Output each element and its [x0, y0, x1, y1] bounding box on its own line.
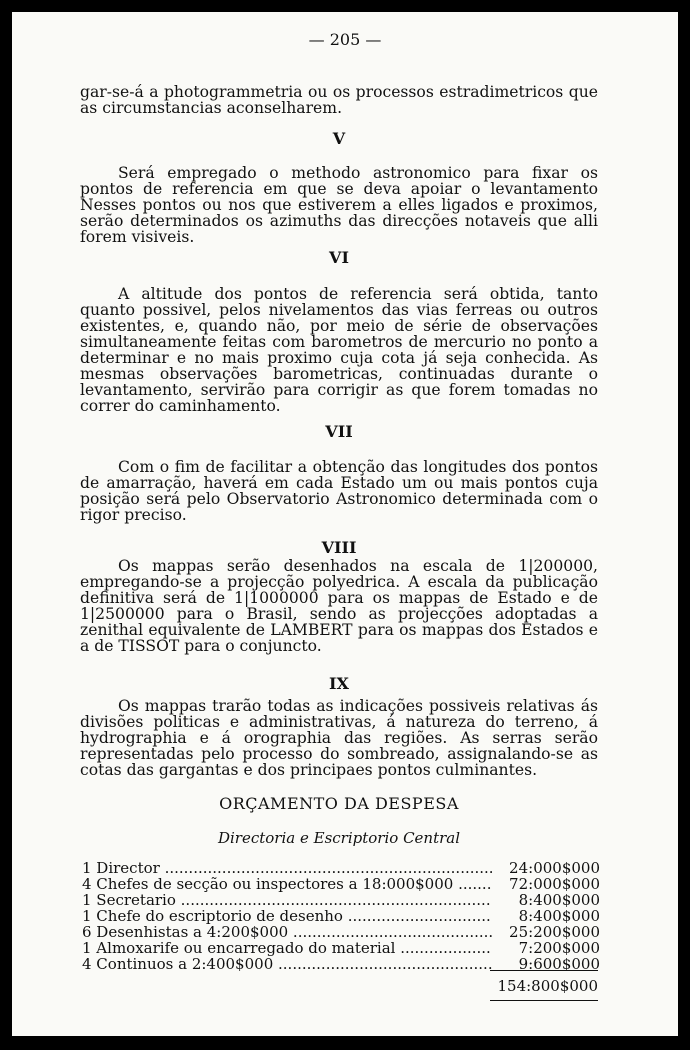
document-page: [12, 12, 678, 1036]
budget-row: [82, 908, 600, 924]
budget-table: [82, 860, 600, 972]
section-viii-body: [80, 558, 598, 654]
budget-title: ORÇAMENTO DA DESPESA: [219, 794, 459, 813]
budget-row: [82, 892, 600, 908]
budget-row: [82, 876, 600, 892]
budget-item-label: 1 Secretario .....: [82, 892, 492, 908]
section-heading-vii: VII: [325, 422, 353, 441]
total-rule-top: [490, 970, 598, 971]
budget-item-amount: 24:000$000: [509, 859, 600, 877]
budget-total: 154:800$000: [497, 977, 598, 995]
budget-item-label: 4 Continuos a 2:400$000 .....: [82, 956, 492, 972]
section-heading-viii: VIII: [321, 538, 357, 557]
paragraph-text: Com o fim de facilitar a obtenção das longitudes dos pontos de amarração, haverá em cada Estado um ou mais pontos cuja posição será pelo Observatorio Astronomico determinada com o rigor preciso.: [80, 458, 598, 524]
budget-item-amount: 7:200$000: [518, 939, 600, 957]
budget-item-label: 6 Desenhistas a 4:200$000 .....: [82, 924, 492, 940]
paragraph-text: gar-se-á a photogrammetria ou os processos estradimetricos que as circumstancias aconselharem.: [80, 83, 598, 117]
budget-item-amount: 25:200$000: [509, 923, 600, 941]
budget-item-amount: 8:400$000: [518, 907, 600, 925]
budget-subtitle: Directoria e Escriptorio Central: [217, 829, 461, 847]
budget-row: [82, 924, 600, 940]
budget-item-label: 1 Chefe do escriptorio de desenho .....: [82, 908, 492, 924]
budget-item-amount: 9:600$000: [518, 955, 600, 973]
section-heading-ix: IX: [329, 674, 349, 693]
total-rule-bottom: [490, 1000, 598, 1001]
opening-paragraph: [80, 84, 598, 116]
budget-row: [82, 940, 600, 956]
section-vii-body: [80, 459, 598, 523]
budget-item-amount: 72:000$000: [509, 875, 600, 893]
paragraph-text: A altitude dos pontos de referencia será obtida, tanto quanto possivel, pelos nivelamentos das vias ferreas ou outros existentes, e, quando não, por meio de série de observações simultaneamente feitas com barometros de mercurio no ponto a determinar e no mais proximo cuja cota já seja conhecida. As mesmas observações barometricas, continuadas durante o levantamento, servirão para corrigir as que forem tomadas no correr do caminhamento.: [80, 285, 598, 415]
section-heading-vi: VI: [329, 248, 349, 267]
budget-item-label: 1 Almoxarife ou encarregado do material .....: [82, 940, 492, 956]
budget-item-label: 1 Director .....: [82, 860, 492, 876]
section-ix-body: [80, 698, 598, 778]
budget-item-label: 4 Chefes de secção ou inspectores a 18:000$000 .....: [82, 876, 492, 892]
budget-item-amount: 8:400$000: [518, 891, 600, 909]
section-v-body: [80, 165, 598, 245]
paragraph-text: Os mappas trarão todas as indicações possiveis relativas ás divisões politicas e administrativas, á natureza do terreno, á hydrographia e á orographia das regiões. As serras serão representadas pelo processo do sombreado, assignalando-se as cotas das gargantas e dos principaes pontos culminantes.: [80, 697, 598, 779]
budget-row: [82, 860, 600, 876]
paragraph-text: Os mappas serão desenhados na escala de 1|200000, empregando-se a projecção polyedrica. A escala da publicação definitiva será de 1|1000000 para os mappas de Estado e de 1|2500000 para o Brasil, sendo as projecções adoptadas a zenithal equivalente de LAMBERT para os mappas dos Estados e a de TISSOT para o conjuncto.: [80, 557, 598, 655]
paragraph-text: Será empregado o methodo astronomico para fixar os pontos de referencia em que se deva apoiar o levantamento Nesses pontos ou nos que estiverem a elles ligados e proximos, serão determinados os azimuths das direcções notaveis que alli forem visiveis.: [80, 164, 598, 246]
page-number: — 205 —: [308, 30, 382, 49]
section-vi-body: [80, 286, 598, 414]
section-heading-v: V: [332, 129, 346, 148]
